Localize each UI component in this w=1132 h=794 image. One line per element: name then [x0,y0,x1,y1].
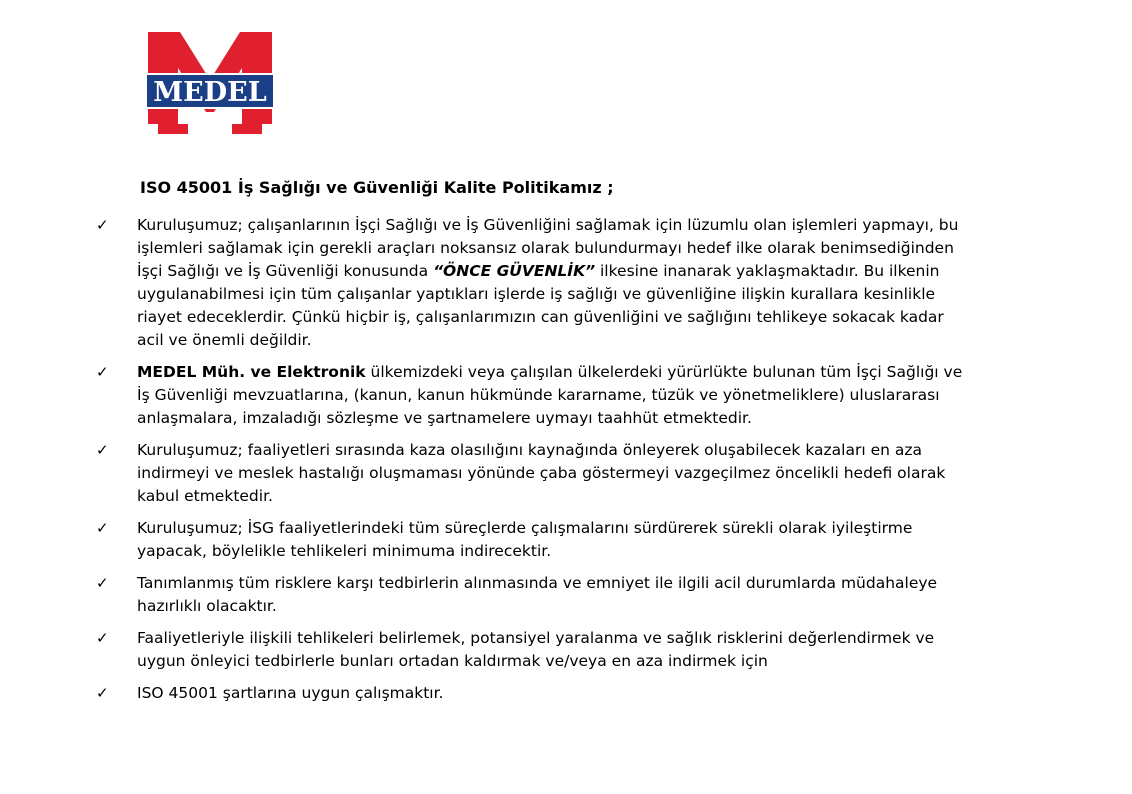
item-line: anlaşmalara, imzaladığı sözleşme ve şartnamelere uymayı taahhüt etmektedir. [137,409,752,427]
item-line: Kuruluşumuz; çalışanlarının İşçi Sağlığı ve İş Güvenliğini sağlamak için lüzumlu olan işlemleri yapmayı, bu [137,216,959,234]
check-mark-icon: ✓ [96,574,109,592]
policy-title: ISO 45001 İş Sağlığı ve Güvenliği Kalite Politikamız ; [140,178,614,197]
policy-item-3 [0,439,1037,508]
item-line: İş Güvenliği mevzuatlarına, (kanun, kanun hükmünde kararname, tüzük ve yönetmeliklere) uluslararası [137,386,940,404]
item-line: Tanımlanmış tüm risklere karşı tedbirlerin alınmasında ve emniyet ile ilgili acil durumlarda müdahaleye [137,574,938,592]
item-text: ilkesine inanarak yaklaşmaktadır. Bu ilkenin [595,262,940,280]
policy-item-5 [0,572,1037,618]
check-mark-icon: ✓ [96,684,109,702]
policy-item-2 [0,361,1037,430]
policy-item-7 [0,682,1037,705]
policy-list [0,214,1132,705]
check-mark-icon: ✓ [96,519,109,537]
company-name: MEDEL Müh. ve Elektronik [137,363,366,381]
item-text: İşçi Sağlığı ve İş Güvenliği konusunda [137,262,434,280]
item-line: Faaliyetleriyle ilişkili tehlikeleri belirlemek, potansiyel yaralanma ve sağlık risklerini değerlendirmek ve [137,629,935,647]
medel-logo [140,28,280,138]
policy-item-1 [0,214,1037,352]
policy-item-4 [0,517,1037,563]
item-line: işlemleri sağlamak için gerekli araçları noksansız olarak bulundurmayı hedef ilke olarak benimsediğinden [137,239,954,257]
item-line: ISO 45001 şartlarına uygun çalışmaktır. [137,684,444,702]
item-line: acil ve önemli değildir. [137,331,312,349]
item-line: yapacak, böylelikle tehlikeleri minimuma indirecektir. [137,542,552,560]
item-line: Kuruluşumuz; faaliyetleri sırasında kaza olasılığını kaynağında önleyerek oluşabilecek kazaları en aza [137,441,922,459]
item-line: hazırlıklı olacaktır. [137,597,277,615]
item-text: ülkemizdeki veya çalışılan ülkelerdeki yürürlükte bulunan tüm İşçi Sağlığı ve [365,363,963,381]
item-line: indirmeyi ve meslek hastalığı oluşmaması yönünde çaba göstermeyi vazgeçilmez öncelikli hedefi olarak [137,464,946,482]
check-mark-icon: ✓ [96,363,109,381]
once-guvenlik-emphasis: “ÖNCE GÜVENLİK” [433,262,596,280]
check-mark-icon: ✓ [96,216,109,234]
item-line [137,260,1037,283]
medel-logo-graphic [140,28,280,138]
item-line: riayet edeceklerdir. Çünkü hiçbir iş, çalışanlarımızın can güvenliğini ve sağlığını tehlikeye sokacak kadar [137,308,944,326]
item-line: kabul etmektedir. [137,487,273,505]
item-line: Kuruluşumuz; İSG faaliyetlerindeki tüm süreçlerde çalışmalarını sürdürerek sürekli olarak iyileştirme [137,519,913,537]
check-mark-icon: ✓ [96,629,109,647]
item-line: uygun önleyici tedbirlerle bunları ortadan kaldırmak ve/veya en aza indirmek için [137,652,768,670]
item-line: uygulanabilmesi için tüm çalışanlar yaptıkları işlerde iş sağlığı ve güvenliğine ilişkin kurallara kesinlikle [137,285,936,303]
policy-item-6 [0,627,1037,673]
check-mark-icon: ✓ [96,441,109,459]
logo-text: MEDEL [153,77,267,108]
item-line [137,361,1037,384]
